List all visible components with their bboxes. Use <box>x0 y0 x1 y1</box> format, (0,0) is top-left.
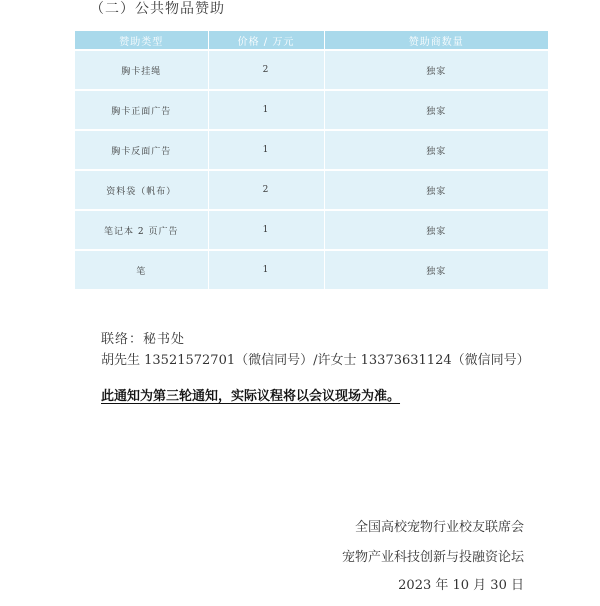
signature-organization: 全国高校宠物行业校友联席会 <box>354 520 524 535</box>
cell-sponsor-count: 独家 <box>324 130 548 170</box>
table-row <box>75 90 548 130</box>
table-header-row <box>75 31 548 50</box>
contact-persons: 胡先生 13521572701（微信同号）/许女士 13373631124（微信同号） <box>101 353 530 368</box>
cell-sponsor-count: 独家 <box>324 50 548 90</box>
contact-label: 联络：秘书处 <box>101 332 186 347</box>
notice-text: 此通知为第三轮通知，实际议程将以会议现场为准。 <box>101 389 401 404</box>
cell-price: 1 <box>208 90 324 130</box>
header-sponsor-type: 赞助类型 <box>75 31 208 50</box>
cell-sponsor-count: 独家 <box>324 90 548 130</box>
signature-date: 2023 年 10 月 30 日 <box>398 578 524 593</box>
cell-sponsor-type: 胸卡反面广告 <box>75 130 208 170</box>
cell-sponsor-count: 独家 <box>324 210 548 250</box>
table-row <box>75 130 548 170</box>
table-row <box>75 170 548 210</box>
header-sponsor-count: 赞助商数量 <box>324 31 548 50</box>
cell-sponsor-type: 胸卡挂绳 <box>75 50 208 90</box>
cell-sponsor-type: 胸卡正面广告 <box>75 90 208 130</box>
table-row <box>75 50 548 90</box>
cell-sponsor-type: 笔 <box>75 250 208 289</box>
cell-sponsor-count: 独家 <box>324 250 548 289</box>
header-price: 价格 / 万元 <box>208 31 324 50</box>
section-title: （二）公共物品赞助 <box>90 1 225 17</box>
signature-forum: 宠物产业科技创新与投融资论坛 <box>341 550 524 565</box>
cell-price: 1 <box>208 130 324 170</box>
cell-price: 1 <box>208 250 324 289</box>
cell-sponsor-type: 笔记本 2 页广告 <box>75 210 208 250</box>
cell-price: 2 <box>208 170 324 210</box>
table-row <box>75 250 548 289</box>
table-row <box>75 210 548 250</box>
cell-price: 1 <box>208 210 324 250</box>
cell-sponsor-type: 资料袋（帆布） <box>75 170 208 210</box>
cell-sponsor-count: 独家 <box>324 170 548 210</box>
cell-price: 2 <box>208 50 324 90</box>
sponsorship-table <box>75 31 548 289</box>
